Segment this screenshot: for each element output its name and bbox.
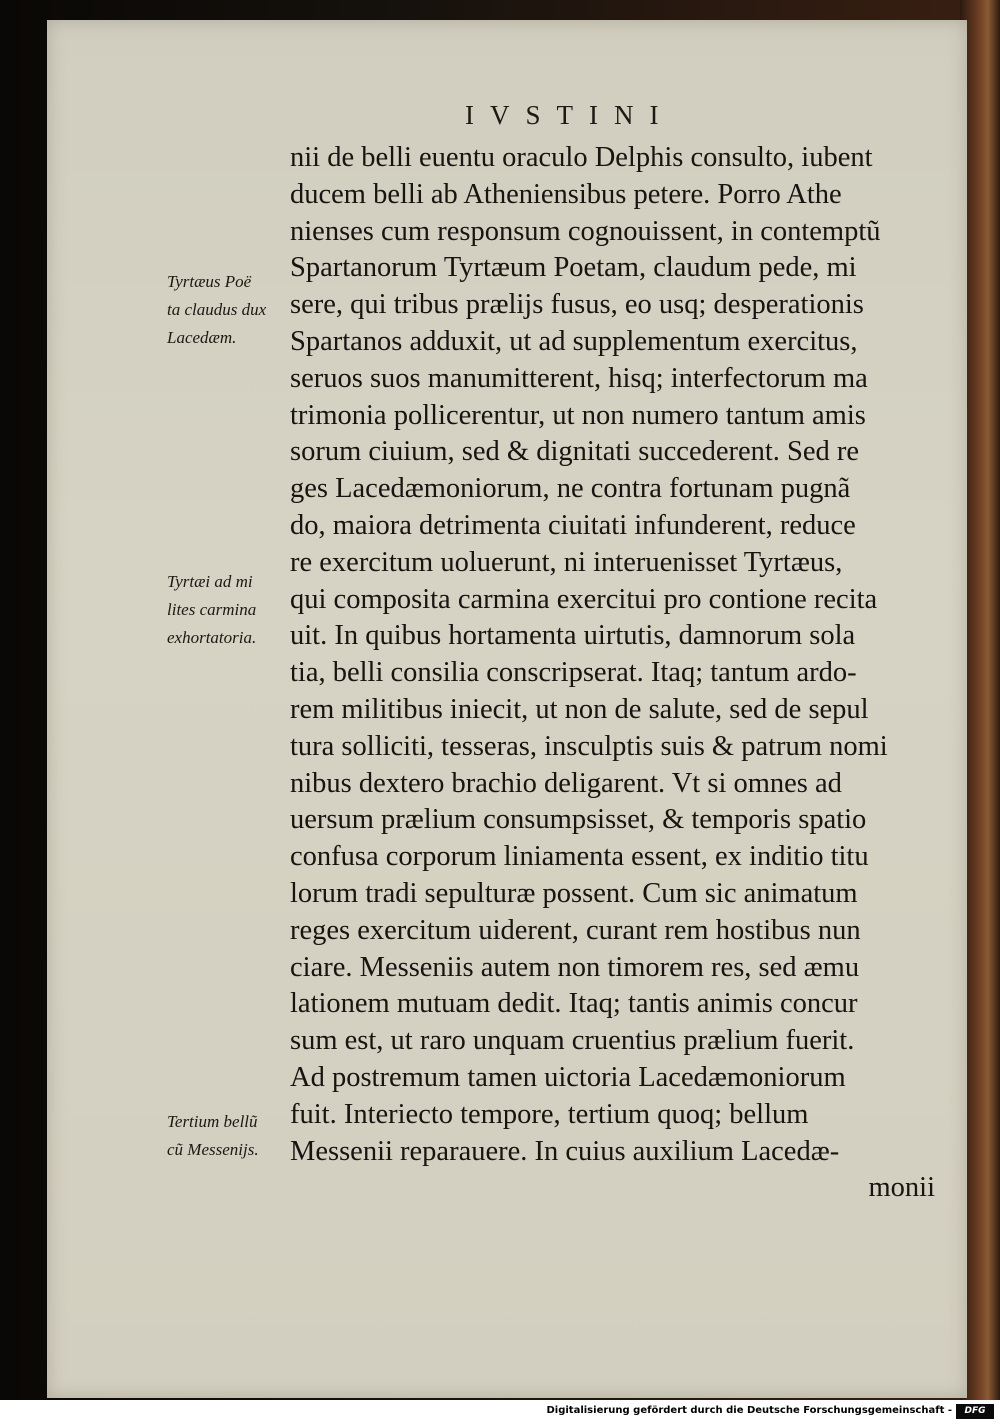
marginal-note-line: Lacedæm. bbox=[167, 328, 237, 347]
text-line: Spartanos adduxit, ut ad supplementum exercitus, bbox=[290, 325, 858, 357]
body-text-column bbox=[290, 140, 935, 1207]
text-line: qui composita carmina exercitui pro contione recita bbox=[290, 583, 878, 615]
text-line: uit. In quibus hortamenta uirtutis, damnorum sola bbox=[290, 620, 856, 652]
marginal-note-line: ta claudus dux bbox=[167, 300, 267, 319]
text-line: ducem belli ab Atheniensibus petere. Porro Athe bbox=[290, 178, 842, 210]
text-line: ciare. Messeniis autem non timorem res, sed æmu bbox=[290, 951, 860, 983]
text-line: re exercitum uoluerunt, ni interuenisset Tyrtæus, bbox=[290, 546, 843, 578]
marginal-note-line: exhortatoria. bbox=[167, 628, 257, 647]
text-line: ges Lacedæmoniorum, ne contra fortunam pugnã bbox=[290, 473, 851, 505]
text-line: tia, belli consilia conscripserat. Itaq; tantum ardo- bbox=[290, 657, 857, 689]
text-line: Messenii reparauere. In cuius auxilium Lacedæ- bbox=[290, 1135, 840, 1167]
marginal-note-tyrtaeus bbox=[167, 268, 295, 352]
text-line: sorum ciuium, sed & dignitati succederent. Sed re bbox=[290, 436, 860, 468]
text-line: nienses cum responsum cognouissent, in contemptũ bbox=[290, 215, 881, 247]
text-line: Ad postremum tamen uictoria Lacedæmoniorum bbox=[290, 1061, 846, 1093]
footer-bar bbox=[0, 1400, 1000, 1424]
text-line: sum est, ut raro unquam cruentius prælium fuerit. bbox=[290, 1025, 855, 1057]
text-line: fuit. Interiecto tempore, tertium quoq; bellum bbox=[290, 1098, 809, 1130]
text-line: rem militibus iniecit, ut non de salute, sed de sepul bbox=[290, 693, 869, 725]
text-line: reges exercitum uiderent, curant rem hostibus nun bbox=[290, 914, 861, 946]
text-line: Spartanorum Tyrtæum Poetam, claudum pede, mi bbox=[290, 252, 857, 284]
marginal-note-carmina bbox=[167, 568, 295, 652]
dfg-logo: DFG bbox=[956, 1404, 994, 1419]
text-line: uersum prælium consumpsisset, & temporis spatio bbox=[290, 804, 867, 836]
marginal-note-line: Tertium bellũ bbox=[167, 1112, 258, 1131]
marginal-note-line: lites carmina bbox=[167, 600, 257, 619]
marginal-note-line: Tyrtæus Poë bbox=[167, 272, 252, 291]
text-line: sere, qui tribus prælijs fusus, eo usq; desperationis bbox=[290, 289, 864, 321]
text-line: nibus dextero brachio deligarent. Vt si omnes ad bbox=[290, 767, 842, 799]
footer-credit: Digitalisierung gefördert durch die Deutsche Forschungsgemeinschaft - bbox=[546, 1405, 952, 1416]
text-line: lationem mutuam dedit. Itaq; tantis animis concur bbox=[290, 988, 858, 1020]
marginal-note-line: Tyrtæi ad mi bbox=[167, 572, 253, 591]
marginal-note-tertium-bellum bbox=[167, 1108, 295, 1164]
text-line: trimonia pollicerentur, ut non numero tantum amis bbox=[290, 399, 866, 431]
text-line: seruos suos manumitterent, hisq; interfectorum ma bbox=[290, 362, 868, 394]
text-line: nii de belli euentu oraculo Delphis consulto, iubent bbox=[290, 142, 873, 173]
text-line: do, maiora detrimenta ciuitati infunderent, reduce bbox=[290, 509, 856, 541]
text-line: confusa corporum liniamenta essent, ex inditio titu bbox=[290, 841, 869, 873]
running-head: IVSTINI bbox=[465, 100, 675, 130]
marginal-note-line: cũ Messenijs. bbox=[167, 1140, 259, 1159]
text-line: lorum tradi sepulturæ possent. Cum sic animatum bbox=[290, 877, 858, 909]
text-line: tura solliciti, tesseras, insculptis suis & patrum nomi bbox=[290, 730, 888, 762]
text-line: monii bbox=[868, 1172, 935, 1204]
